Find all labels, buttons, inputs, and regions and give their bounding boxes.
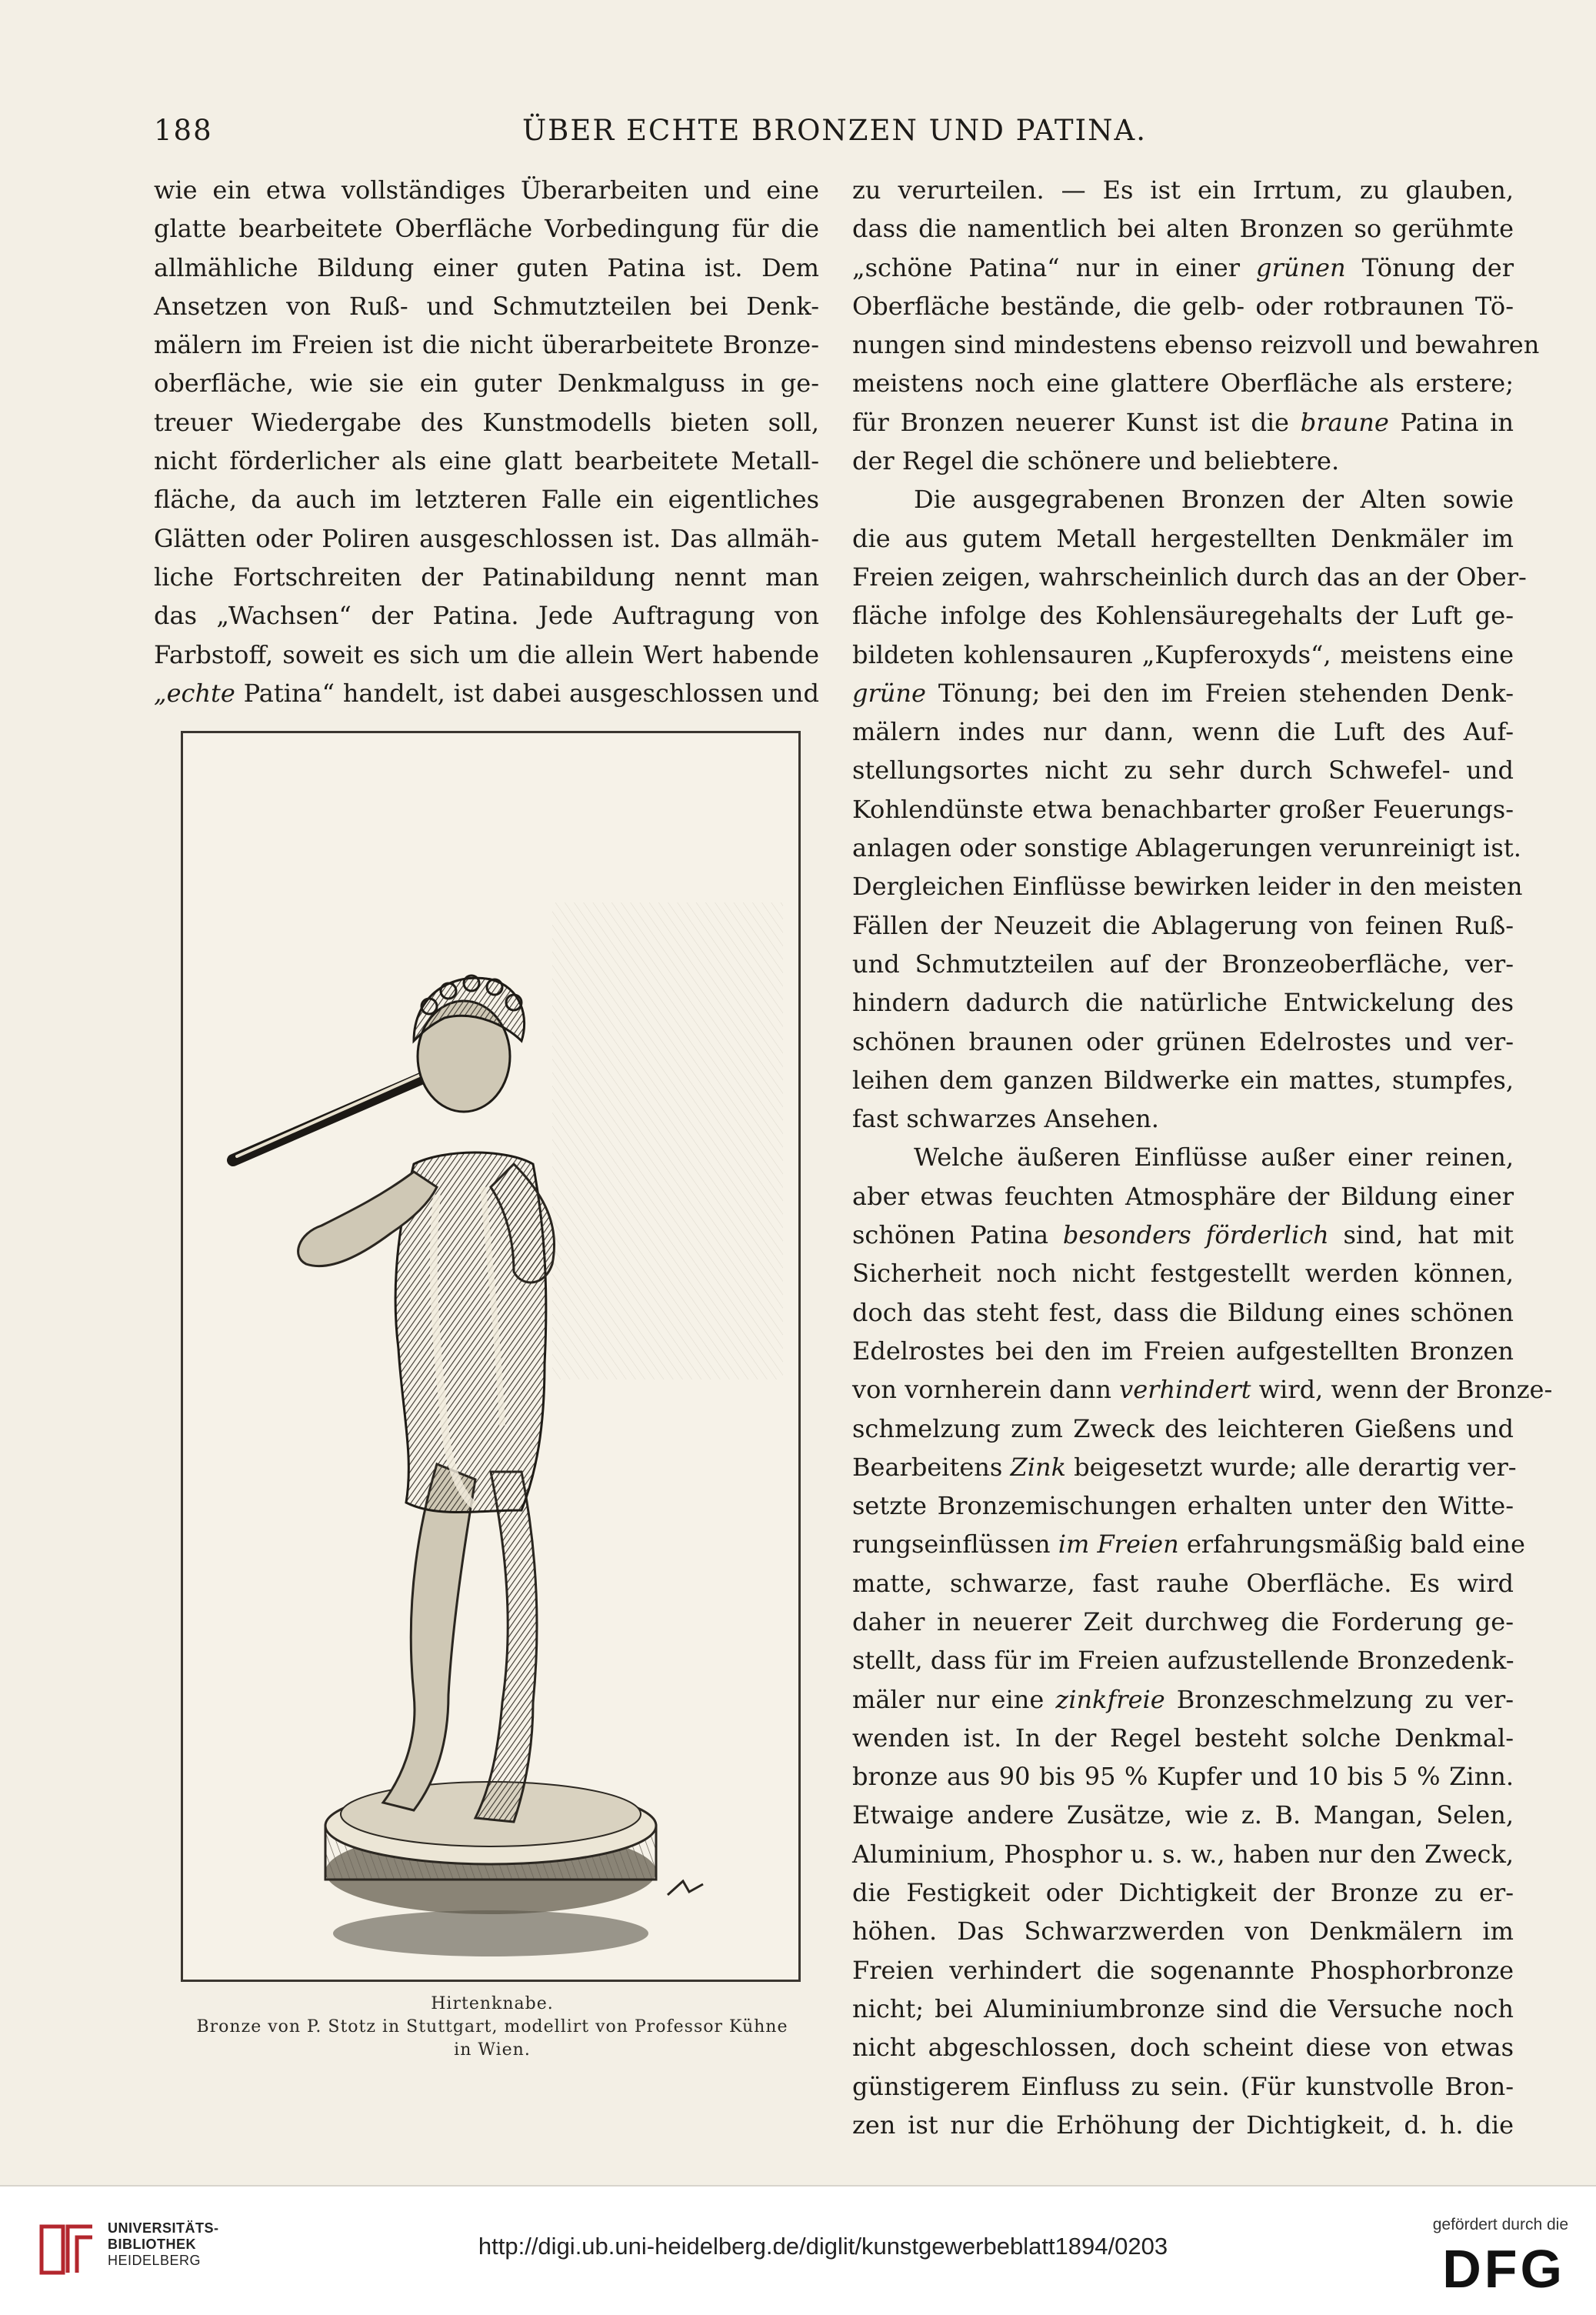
text-line: die Festigkeit oder Dichtigkeit der Bronze zu er- bbox=[852, 1878, 1514, 1908]
running-header bbox=[154, 114, 1515, 160]
text-line: dass die namentlich bei alten Bronzen so gerühmte bbox=[852, 214, 1514, 244]
text-line: Farbstoff, soweit es sich um die allein Wert habende bbox=[154, 639, 819, 669]
text-line: nungen sind mindestens ebenso reizvoll und bewahren bbox=[852, 330, 1540, 360]
text-line: schmelzung zum Zweck des leichteren Gießens und bbox=[852, 1413, 1514, 1443]
italic-word: grünen bbox=[1256, 252, 1346, 282]
text-run: beigesetzt wurde; alle derartig ver- bbox=[1065, 1452, 1517, 1482]
running-title: ÜBER ECHTE BRONZEN UND PATINA. bbox=[522, 114, 1147, 147]
italic-word: verhindert bbox=[1119, 1375, 1251, 1405]
text-line: günstigerem Einfluss zu sein. (Für kunstvolle Bron- bbox=[852, 2071, 1514, 2101]
text-line bbox=[852, 1680, 1514, 1719]
text-line: Freien zeigen, wahrscheinlich durch das an der Ober- bbox=[852, 562, 1527, 592]
text-line: anlagen oder sonstige Ablagerungen verunreinigt ist. bbox=[852, 833, 1521, 863]
text-line: zu verurteilen. — Es ist ein Irrtum, zu glauben, bbox=[852, 175, 1514, 205]
text-line bbox=[852, 249, 1514, 287]
text-line: aber etwas feuchten Atmosphäre der Bildung einer bbox=[852, 1181, 1514, 1211]
right-column bbox=[852, 171, 1553, 2144]
italic-word: zinkfreie bbox=[1055, 1684, 1165, 1714]
text-line bbox=[852, 1216, 1514, 1254]
text-line bbox=[852, 1370, 1553, 1409]
library-name bbox=[108, 2220, 219, 2269]
text-line: bronze aus 90 bis 95 % Kupfer und 10 bis 5 % Zinn. bbox=[852, 1762, 1514, 1792]
library-name-line1: UNIVERSITÄTS- bbox=[108, 2220, 219, 2236]
text-line: Edelrostes bei den im Freien aufgestellten Bronzen bbox=[852, 1336, 1514, 1366]
text-line: bildeten kohlensauren „Kupferoxyds“, meistens eine bbox=[852, 639, 1514, 669]
italic-word: besonders förderlich bbox=[1062, 1220, 1329, 1250]
text-line: der Regel die schönere und beliebtere. bbox=[852, 446, 1340, 476]
text-line: fläche, da auch im letzteren Falle ein eigentliches bbox=[154, 485, 819, 515]
text-line: nicht abgeschlossen, doch scheint diese von etwas bbox=[852, 2033, 1514, 2063]
text-line: mälern indes nur dann, wenn die Luft des Auf- bbox=[852, 717, 1514, 747]
text-run: wird, wenn der Bronze- bbox=[1251, 1375, 1553, 1405]
text-line: setzte Bronzemischungen erhalten unter den Witte- bbox=[852, 1491, 1514, 1521]
statue-illustration bbox=[181, 731, 801, 1982]
text-line: zen ist nur die Erhöhung der Dichtigkeit, d. h. die bbox=[852, 2110, 1514, 2140]
text-run: von vornherein dann bbox=[852, 1375, 1120, 1405]
text-line: Sicherheit noch nicht festgestellt werden können, bbox=[852, 1259, 1514, 1289]
text-line: stellungsortes nicht zu sehr durch Schwefel- und bbox=[852, 756, 1514, 786]
text-line: höhen. Das Schwarzwerden von Denkmälern im bbox=[852, 1916, 1514, 1946]
italic-word: „echte bbox=[154, 678, 235, 708]
italic-word: im Freien bbox=[1058, 1529, 1179, 1559]
text-line: Die ausgegrabenen Bronzen der Alten sowie bbox=[914, 485, 1514, 515]
text-line: Welche äußeren Einflüsse außer einer reinen, bbox=[914, 1142, 1514, 1173]
text-line: wie ein etwa vollständiges Überarbeiten und eine bbox=[154, 175, 819, 205]
text-line: Ansetzen von Ruß- und Schmutzteilen bei Denk- bbox=[154, 291, 819, 321]
text-line: allmähliche Bildung einer guten Patina ist. Dem bbox=[154, 252, 819, 282]
text-line: nicht förderlicher als eine glatt bearbeitete Metall- bbox=[154, 446, 819, 476]
text-line: daher in neuerer Zeit durchweg die Forderung ge- bbox=[852, 1606, 1514, 1636]
text-line: und Schmutzteilen auf der Bronzeoberfläche, ver- bbox=[852, 949, 1514, 979]
text-run: Tönung; bei den im Freien stehenden Denk- bbox=[925, 678, 1514, 708]
text-line: glatte bearbeitete Oberfläche Vorbedingung für die bbox=[154, 214, 819, 244]
text-run: rungseinflüssen bbox=[852, 1529, 1058, 1559]
page-number: 188 bbox=[154, 114, 213, 147]
text-line: das „Wachsen“ der Patina. Jede Auftragung von bbox=[154, 601, 819, 631]
text-run: Patina“ handelt, ist dabei ausgeschlossen und bbox=[235, 678, 819, 708]
text-line bbox=[154, 674, 819, 712]
university-library-logo-icon bbox=[37, 2219, 98, 2280]
figure-caption bbox=[146, 1993, 838, 2062]
dfg-logo: DFG bbox=[1442, 2239, 1565, 2299]
text-line: stellt, dass für im Freien aufzustellende Bronzedenk- bbox=[852, 1646, 1514, 1676]
statue-engraving bbox=[183, 733, 798, 1980]
library-name-line2: BIBLIOTHEK bbox=[108, 2237, 196, 2252]
text-line: fläche infolge des Kohlensäuregehalts der Luft ge- bbox=[852, 601, 1514, 631]
text-line: Glätten oder Poliren ausgeschlossen ist. Das allmäh- bbox=[154, 523, 819, 553]
text-line: wenden ist. In der Regel besteht solche Denkmal- bbox=[852, 1723, 1514, 1753]
text-line: fast schwarzes Ansehen. bbox=[852, 1104, 1159, 1134]
text-line: Etwaige andere Zusätze, wie z. B. Mangan, Selen, bbox=[852, 1800, 1514, 1830]
text-line: matte, schwarze, fast rauhe Oberfläche. Es wird bbox=[852, 1568, 1514, 1598]
caption-title: Hirtenknabe. bbox=[431, 1994, 554, 2013]
left-column bbox=[154, 171, 819, 712]
permalink-url[interactable]: http://digi.ub.uni-heidelberg.de/diglit/kunstgewerbeblatt1894/0203 bbox=[478, 2233, 1168, 2260]
text-line: Aluminium, Phosphor u. s. w., haben nur den Zweck, bbox=[852, 1839, 1514, 1869]
caption-credit: Bronze von P. Stotz in Stuttgart, modellirt von Professor Kühne bbox=[196, 2017, 788, 2036]
text-run: schönen Patina bbox=[852, 1220, 1063, 1250]
text-line: schönen braunen oder grünen Edelrostes und ver- bbox=[852, 1026, 1514, 1056]
text-line bbox=[852, 674, 1514, 712]
text-line: mälern im Freien ist die nicht überarbeitete Bronze- bbox=[154, 330, 819, 360]
text-run: mäler nur eine bbox=[852, 1684, 1056, 1714]
text-run: erfahrungsmäßig bald eine bbox=[1178, 1529, 1525, 1559]
text-line: hindern dadurch die natürliche Entwickelung des bbox=[852, 988, 1514, 1018]
caption-credit-cont: in Wien. bbox=[454, 2040, 531, 2060]
text-run: „schöne Patina“ nur in einer bbox=[852, 252, 1257, 282]
text-run: sind, hat mit bbox=[1328, 1220, 1514, 1250]
text-run: Patina in bbox=[1388, 407, 1514, 437]
text-run: Tönung der bbox=[1345, 252, 1514, 282]
text-line: Freien verhindert die sogenannte Phosphorbronze bbox=[852, 1955, 1514, 1985]
text-run: für Bronzen neuerer Kunst ist die bbox=[852, 407, 1301, 437]
italic-word: braune bbox=[1300, 407, 1389, 437]
text-run: Bronzeschmelzung zu ver- bbox=[1165, 1684, 1514, 1714]
text-line: doch das steht fest, dass die Bildung eines schönen bbox=[852, 1297, 1514, 1327]
library-name-line3: HEIDELBERG bbox=[108, 2253, 202, 2268]
text-line: liche Fortschreiten der Patinabildung nennt man bbox=[154, 562, 819, 592]
text-line bbox=[852, 403, 1514, 442]
text-line: treuer Wiedergabe des Kunstmodells bieten soll, bbox=[154, 407, 819, 437]
text-line: Oberfläche bestände, die gelb- oder rotbraunen Tö- bbox=[852, 291, 1514, 321]
text-line: oberfläche, wie sie ein guter Denkmalguss in ge- bbox=[154, 369, 819, 399]
italic-word: grüne bbox=[852, 678, 926, 708]
digitization-footer bbox=[0, 2185, 1596, 2315]
funding-label: gefördert durch die bbox=[1432, 2216, 1568, 2233]
text-run: Bearbeitens bbox=[852, 1452, 1011, 1482]
italic-word: Zink bbox=[1010, 1452, 1066, 1482]
text-line: nicht; bei Aluminiumbronze sind die Versuche noch bbox=[852, 1993, 1514, 2023]
text-line bbox=[852, 1448, 1517, 1486]
text-line: Kohlendünste etwa benachbarter großer Feuerungs- bbox=[852, 794, 1514, 824]
text-line: leihen dem ganzen Bildwerke ein mattes, stumpfes, bbox=[852, 1065, 1514, 1095]
text-line: Dergleichen Einflüsse bewirken leider in den meisten bbox=[852, 872, 1523, 902]
text-line: meistens noch eine glattere Oberfläche als erstere; bbox=[852, 369, 1514, 399]
text-line bbox=[852, 1525, 1525, 1563]
text-line: die aus gutem Metall hergestellten Denkmäler im bbox=[852, 523, 1514, 553]
text-line: Fällen der Neuzeit die Ablagerung von feinen Ruß- bbox=[852, 910, 1514, 940]
